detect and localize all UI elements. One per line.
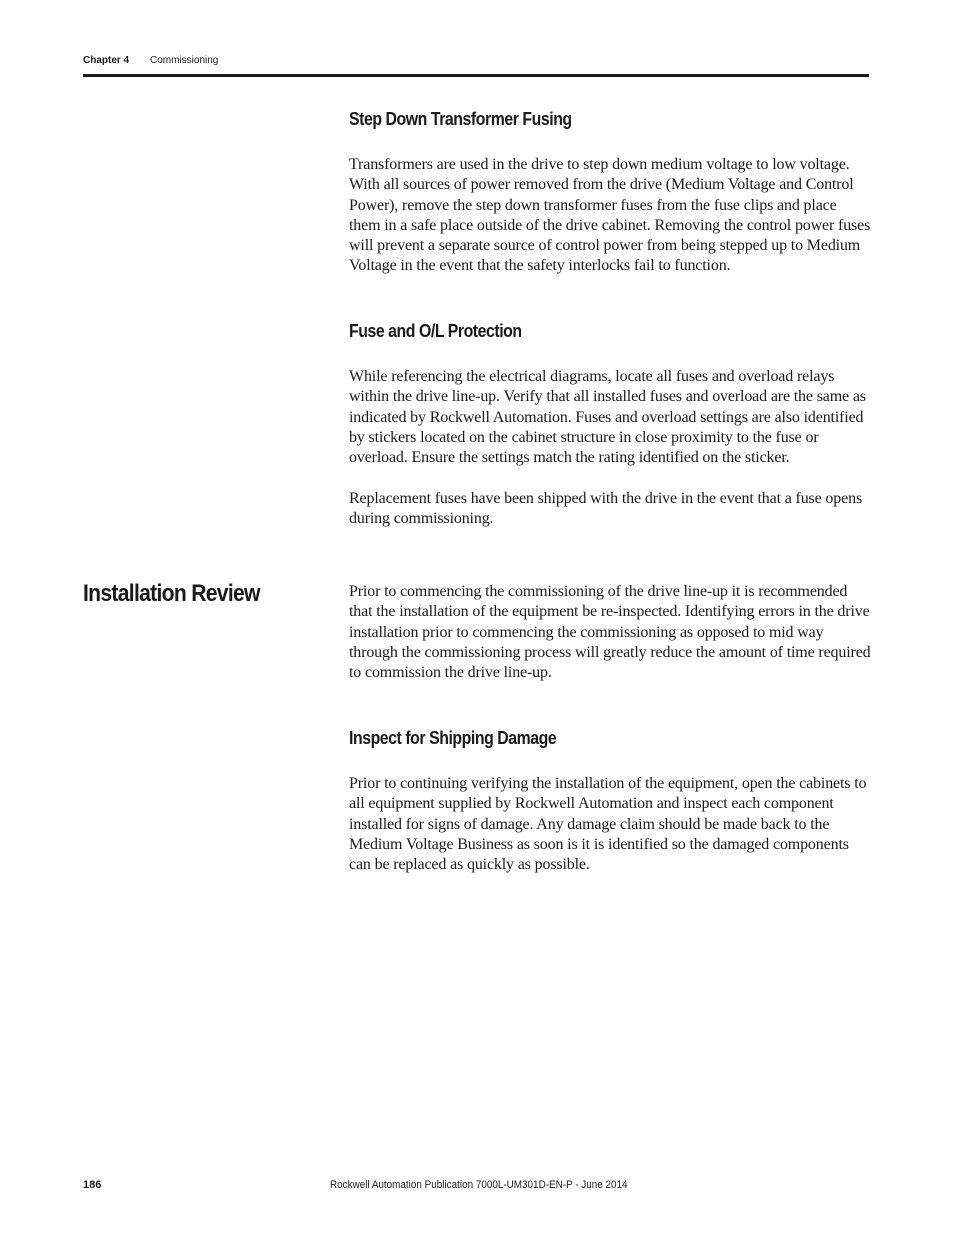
heading-step-down-transformer-fusing: Step Down Transformer Fusing <box>349 109 572 129</box>
paragraph-step-down-transformer-fusing: Transformers are used in the drive to step down medium voltage to low voltage. With all sources of power removed from the drive (Medium Voltage and Control Power), remove the step down transformer fuses from the fuse clips and place them in a safe place outside of the drive cabinet. Removing the control power fuses will prevent a separate source of control power from being stepped up to Medium Voltage in the event that the safety interlocks fail to function. <box>349 156 871 275</box>
chapter-label: Chapter 4 <box>83 55 130 66</box>
page-number: 186 <box>83 1179 102 1191</box>
header-rule <box>83 74 869 77</box>
paragraph-inspect-shipping-damage: Prior to continuing verifying the installation of the equipment, open the cabinets to all equipment supplied by Rockwell Automation and inspect each component installed for signs of damage. Any damage claim should be made back to the Medium Voltage Business as soon is it is identified so the damaged components can be replaced as quickly as possible. <box>349 775 867 874</box>
page-header <box>83 53 869 69</box>
paragraph-fuse-ol-protection-2: Replacement fuses have been shipped with the drive in the event that a fuse opens during commissioning. <box>349 490 863 528</box>
paragraph-installation-review: Prior to commencing the commissioning of the drive line-up it is recommended that the installation of the equipment be re-inspected. Identifying errors in the drive installation prior to commencing the commissioning as opposed to mid way through the commissioning process will greatly reduce the amount of time required to commission the drive line-up. <box>349 583 871 682</box>
paragraph-fuse-ol-protection-1: While referencing the electrical diagrams, locate all fuses and overload relays within the drive line-up. Verify that all installed fuses and overload are the same as indicated by Rockwell Automation. Fuses and overload settings are also identified by stickers located on the cabinet structure in close proximity to the fuse or overload. Ensure the settings match the rating identified on the sticker. <box>349 368 866 467</box>
chapter-title: Commissioning <box>150 55 219 66</box>
publication-info: Rockwell Automation Publication 7000L-UM301D-EN-P - June 2014 <box>330 1179 628 1191</box>
heading-fuse-ol-protection: Fuse and O/L Protection <box>349 321 522 341</box>
heading-inspect-shipping-damage: Inspect for Shipping Damage <box>349 728 557 748</box>
heading-installation-review: Installation Review <box>83 580 260 607</box>
